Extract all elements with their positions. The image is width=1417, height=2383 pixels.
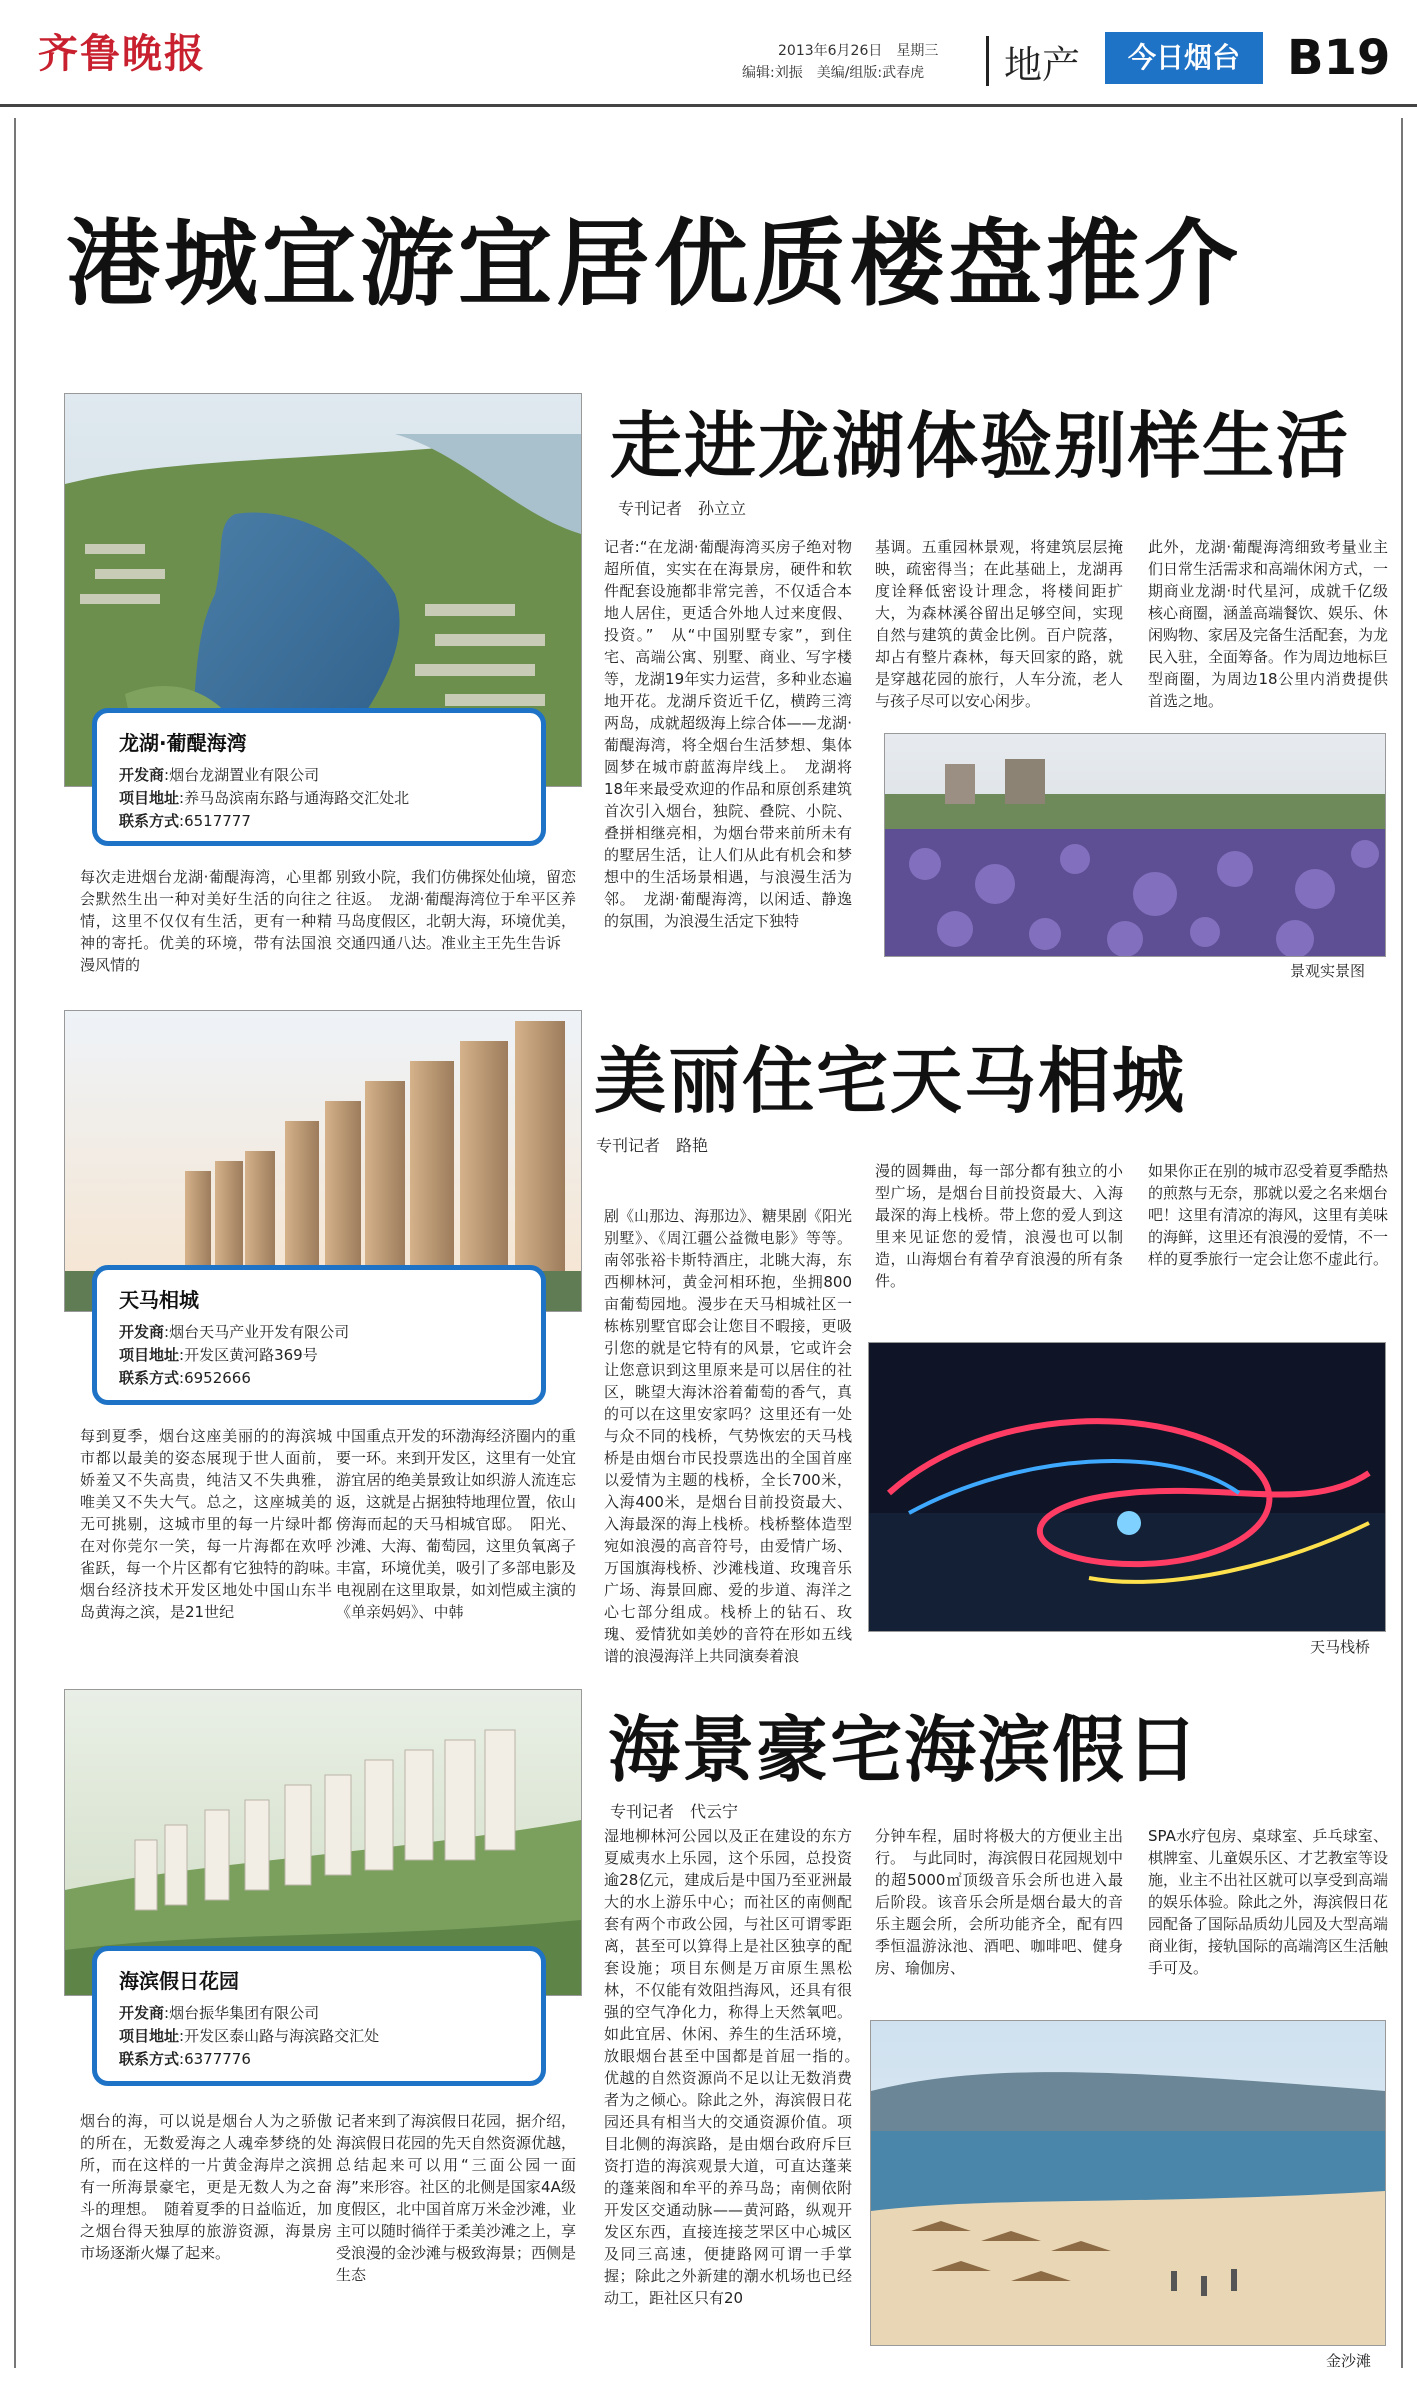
section-badge: 今日烟台 <box>1105 32 1263 84</box>
project-info-card <box>92 708 546 846</box>
article-column: 记者来到了海滨假日花园，据介绍，海滨假日花园的先天自然资源优越，总结起来可以用“三面公园一面海”来形容。社区的北侧是国家4A级度假区，北中国首席万米金沙滩，业主可以随时徜徉于柔美沙滩之上，享受浪漫的金沙滩与极致海景；西侧是生态 <box>336 2112 576 2284</box>
project-info-card <box>92 1265 546 1405</box>
issue-date: 2013年6月26日 星期三 <box>778 43 939 59</box>
article-column: SPA水疗包房、桌球室、乒乓球室、棋牌室、儿童娱乐区、才艺教室等设施，业主不出社区就可以享受到高端的娱乐体验。除此之外，海滨假日花园配备了国际品质幼儿园及大型高端商业街，接轨国际的高端湾区生活触手可及。 <box>1148 1827 1388 1977</box>
byline: 专刊记者 代云宁 <box>610 1802 739 1821</box>
article-column: 基调。五重园林景观，将建筑层层掩映，疏密得当；在此基础上，龙湖再度诠释低密设计理念，将楼间距扩大，为森林溪谷留出足够空间，实现自然与建筑的黄金比例。百户院落，却占有整片森林，每天回家的路，就是穿越花园的旅行，人车分流，老人与孩子尽可以安心闲步。 <box>875 538 1123 710</box>
editor-credits: 编辑:刘振 美编/组版:武春虎 <box>742 65 925 81</box>
article-column: 剧《山那边、海那边》、糖果剧《阳光别墅》、《周江疆公益微电影》等等。南邻张裕卡斯特酒庄，北眺大海，东西柳林河，黄金河相环抱，坐拥800亩葡萄园地。漫步在天马相城社区一栋栋别墅官邸会让您目不暇接，更吸引您的就是它特有的风景，它或许会让您意识到这里原来是可以居住的社区，眺望大海沐浴着葡萄的香气，真的可以在这里安家吗？这里还有一处与众不同的栈桥，气势恢宏的天马栈桥是由烟台市民投票选出的全国首座以爱情为主题的栈桥，全长700米，入海400米，是烟台目前投资最大、入海最深的海上栈桥。栈桥整体造型宛如浪漫的高音符号，由爱情广场、万国旗海栈桥、沙滩栈道、玫瑰音乐广场、海景回廊、爱的步道、海洋之心七部分组成。栈桥上的钻石、玫瑰、爱情犹如美妙的音符在形如五线谱的浪漫海洋上共同演奏着浪 <box>604 1207 852 1665</box>
phone-line: 联系方式:6952666 <box>119 1369 251 1387</box>
phone-line: 联系方式:6377776 <box>119 2050 251 2068</box>
byline: 专刊记者 路艳 <box>596 1136 709 1155</box>
article-column: 湿地柳林河公园以及正在建设的东方夏威夷水上乐园，这个乐园，总投资逾28亿元，建成后是中国乃至亚洲最大的水上游乐中心；而社区的南侧配套有两个市政公园，与社区可谓零距离，甚至可以算得上是社区独享的配套设施；项目东侧是万亩原生黑松林，不仅能有效阻挡海风，还具有很强的空气净化力，称得上天然氧吧。如此宜居、休闲、养生的生活环境，放眼烟台甚至中国都是首屈一指的。 优越的自然资源尚不足以让无数消费者为之倾心。除此之外，海滨假日花园还具有相当大的交通资源价值。项目北侧的海滨路，是由烟台政府斥巨资打造的海滨观景大道，可直达蓬莱的蓬莱阁和牟平的养马岛；南侧依附开发区交通动脉——黄河路，纵观开发区东西，直接连接芝罘区中心城区及同三高速，便捷路网可谓一手掌握；除此之外新建的潮水机场也已经动工，距社区只有20 <box>604 1827 852 2307</box>
section-heading-haibin: 海景豪宅海滨假日 <box>608 1708 1201 1792</box>
lavender-field-photo <box>884 733 1386 957</box>
phone-line: 联系方式:6517777 <box>119 812 251 830</box>
article-column: 别致小院，我们仿佛探处仙境，留恋往返。 龙湖·葡醍海湾位于牟平区养马岛度假区，北朝大海，环境优美，交通四通八达。准业主王先生告诉 <box>336 868 576 952</box>
project-name: 海滨假日花园 <box>119 1969 239 1993</box>
article-column: 烟台的海，可以说是烟台人为之骄傲的所在，无数爱海之人魂牵梦绕的处所，而在这样的一片黄金海岸之滨拥有一所海景豪宅，更是无数人为之奋斗的理想。 随着夏季的日益临近，加之烟台得天独厚的旅游资源，海景房市场逐渐火爆了起来。 <box>80 2112 332 2262</box>
address-line: 项目地址:开发区黄河路369号 <box>119 1346 318 1364</box>
project-info-card <box>92 1946 546 2086</box>
address-line: 项目地址:养马岛滨南东路与通海路交汇处北 <box>119 789 410 807</box>
tianma-bridge-photo <box>868 1342 1386 1632</box>
section-heading-longhu: 走进龙湖体验别样生活 <box>610 404 1351 488</box>
newspaper-logo: 齐鲁晚报 <box>38 30 206 77</box>
article-column: 如果你正在别的城市忍受着夏季酷热的煎熬与无奈，那就以爱之名来烟台吧！这里有清凉的海风，这里有美味的海鲜，这里还有浪漫的爱情，不一样的夏季旅行一定会让您不虚此行。 <box>1148 1162 1388 1268</box>
header-divider <box>986 36 989 86</box>
frame-right <box>1401 118 1403 2368</box>
page-number: B19 <box>1287 30 1391 86</box>
article-column: 每次走进烟台龙湖·葡醍海湾，心里都会默然生出一种对美好生活的向往之情，这里不仅仅有生活，更有一种精神的寄托。优美的环境，带有法国浪漫风情的 <box>80 868 332 974</box>
header-rule <box>0 104 1417 107</box>
section-heading-tianma: 美丽住宅天马相城 <box>594 1039 1187 1123</box>
section-name: 地产 <box>1004 43 1081 87</box>
byline: 专刊记者 孙立立 <box>618 499 747 518</box>
project-name: 龙湖·葡醍海湾 <box>119 731 247 755</box>
photo-caption: 天马栈桥 <box>1310 1638 1371 1656</box>
page-headline: 港城宜游宜居优质楼盘推介 <box>66 210 1243 319</box>
article-column: 此外，龙湖·葡醍海湾细致考量业主们日常生活需求和高端休闲方式，一期商业龙湖·时代星河，成就千亿级核心商圈，涵盖高端餐饮、娱乐、休闲购物、家居及完备生活配套，为龙民入驻，全面筹备。作为周边地标巨型商圈，为周边18公里内消费提供首选之地。 <box>1148 538 1388 710</box>
developer-line: 开发商:烟台龙湖置业有限公司 <box>119 766 320 784</box>
project-name: 天马相城 <box>119 1288 199 1312</box>
frame-left <box>14 118 16 2368</box>
article-column: 每到夏季，烟台这座美丽的的海滨城市都以最美的姿态展现于世人面前，娇羞又不失高贵，纯洁又不失典雅，唯美又不失大气。总之，这座城美的无可挑剔，这城市里的每一片绿叶都在对你莞尔一笑，每一片海都在欢呼雀跃，每一个片区都有它独特的韵味。 烟台经济技术开发区地处中国山东半岛黄海之滨，是21世纪 <box>80 1427 332 1621</box>
developer-line: 开发商:烟台天马产业开发有限公司 <box>119 1323 350 1341</box>
article-column: 记者:“在龙湖·葡醍海湾买房子绝对物超所值，实实在在海景房，硬件和软件配套设施都非常完善，不仅适合本地人居住，更适合外地人过来度假、投资。” 从“中国别墅专家”，到住宅、高端公寓、别墅、商业、写字楼等，龙湖19年实力运营，多种业态遍地开花。龙湖斥资近千亿，横跨三湾两岛，成就超级海上综合体——龙湖·葡醍海湾，将全烟台生活梦想、集体圆梦在城市蔚蓝海岸线上。 龙湖将18年来最受欢迎的作品和原创系建筑首次引入烟台，独院、叠院、小院、叠拼相继亮相，为烟台带来前所未有的墅居生活，让人们从此有机会和梦想中的生活场景相遇，与浪漫生活为邻。 龙湖·葡醍海湾，以闲适、静逸的氛围，为浪漫生活定下独特 <box>604 538 852 930</box>
golden-beach-photo <box>870 2020 1386 2346</box>
photo-caption: 景观实景图 <box>1290 962 1366 980</box>
article-column: 分钟车程，届时将极大的方便业主出行。 与此同时，海滨假日花园规划中的超5000㎡顶级音乐会所也进入最后阶段。该音乐会所是烟台最大的音乐主题会所，会所功能齐全，配有四季恒温游泳池、酒吧、咖啡吧、健身房、瑜伽房、 <box>875 1827 1123 1977</box>
article-column: 中国重点开发的环渤海经济圈内的重要一环。来到开发区，这里有一处宜游宜居的绝美景致让如织游人流连忘返，这就是占据独特地理位置，依山傍海而起的天马相城官邸。 阳光、沙滩、大海、葡萄园，这里负氧离子丰富，环境优美，吸引了多部电影及电视剧在这里取景，如刘恺威主演的《单亲妈妈》、中韩 <box>336 1427 576 1621</box>
article-column: 漫的圆舞曲，每一部分都有独立的小型广场，是烟台目前投资最大、入海最深的海上栈桥。带上您的爱人到这里来见证您的爱情，浪漫也可以制造，山海烟台有着孕育浪漫的所有条件。 <box>875 1162 1123 1290</box>
photo-caption: 金沙滩 <box>1326 2352 1372 2370</box>
developer-line: 开发商:烟台振华集团有限公司 <box>119 2004 320 2022</box>
address-line: 项目地址:开发区泰山路与海滨路交汇处 <box>119 2027 380 2045</box>
